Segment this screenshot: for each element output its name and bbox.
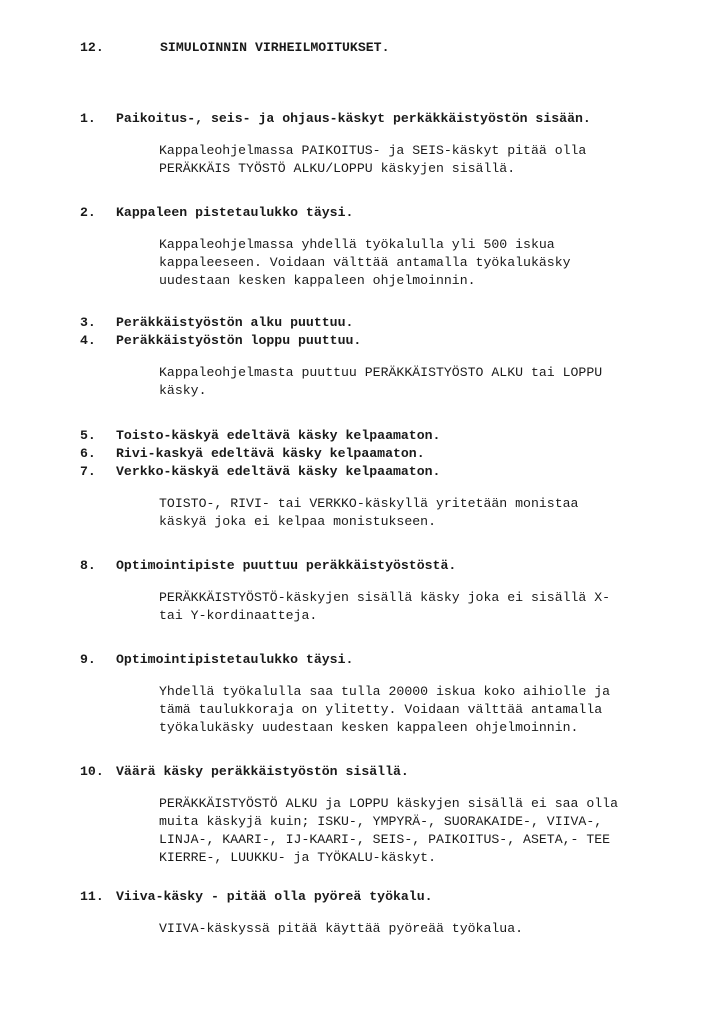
error-title: Viiva-käsky - pitää olla pyöreä työkalu. <box>116 889 433 904</box>
description-line: PERÄKKÄIS TYÖSTÖ ALKU/LOPPU käskyjen sisällä. <box>159 161 516 176</box>
description-line: tai Y-kordinaatteja. <box>159 608 318 623</box>
error-number: 6. <box>80 446 96 461</box>
description-line: kappaleeseen. Voidaan välttää antamalla työkalukäsky <box>159 255 571 270</box>
description-line: työkalukäsky uudestaan kesken kappaleen ohjelmoinnin. <box>159 720 579 735</box>
description-line: Kappaleohjelmassa yhdellä työkalulla yli 500 iskua <box>159 237 555 252</box>
error-title: Peräkkäistyöstön alku puuttuu. <box>116 315 354 330</box>
error-description <box>159 920 700 938</box>
error-description <box>159 683 700 737</box>
description-line: tämä taulukkoraja on ylitetty. Voidaan välttää antamalla <box>159 702 603 717</box>
error-description <box>159 236 700 290</box>
error-description <box>159 364 700 400</box>
error-heading <box>80 651 700 669</box>
error-entry-5-7 <box>80 427 700 531</box>
error-heading <box>80 557 700 575</box>
error-entry-2 <box>80 204 700 290</box>
chapter-number: 12. <box>80 40 104 55</box>
error-entry-11 <box>80 888 700 938</box>
error-entry-8 <box>80 557 700 625</box>
error-title: Toisto-käskyä edeltävä käsky kelpaamaton. <box>116 428 441 443</box>
error-entry-1 <box>80 110 700 178</box>
description-line: käsky. <box>159 383 207 398</box>
error-entry-10 <box>80 763 700 867</box>
error-number: 10. <box>80 764 104 779</box>
error-entry-9 <box>80 651 700 737</box>
error-number: 3. <box>80 315 96 330</box>
error-title: Paikoitus-, seis- ja ohjaus-käskyt perkäkkäistyöstön sisään. <box>116 111 591 126</box>
error-title: Väärä käsky peräkkäistyöstön sisällä. <box>116 764 409 779</box>
error-title: Kappaleen pistetaulukko täysi. <box>116 205 354 220</box>
error-number: 9. <box>80 652 96 667</box>
error-heading <box>80 332 700 350</box>
description-line: LINJA-, KAARI-, IJ-KAARI-, SEIS-, PAIKOITUS-, ASETA,- TEE <box>159 832 611 847</box>
description-line: KIERRE-, LUUKKU- ja TYÖKALU-käskyt. <box>159 850 436 865</box>
error-entry-3-4 <box>80 314 700 400</box>
error-title: Optimointipiste puuttuu peräkkäistyöstöstä. <box>116 558 457 573</box>
error-title: Optimointipistetaulukko täysi. <box>116 652 354 667</box>
description-line: Kappaleohjelmassa PAIKOITUS- ja SEIS-käskyt pitää olla <box>159 143 587 158</box>
description-line: PERÄKKÄISTYÖSTÖ-käskyjen sisällä käsky joka ei sisällä X- <box>159 590 611 605</box>
error-number: 2. <box>80 205 96 220</box>
error-number: 5. <box>80 428 96 443</box>
description-line: VIIVA-käskyssä pitää käyttää pyöreää työkalua. <box>159 921 524 936</box>
error-heading <box>80 110 700 128</box>
error-heading <box>80 314 700 332</box>
error-heading <box>80 427 700 445</box>
error-heading <box>80 888 700 906</box>
chapter-heading <box>80 40 390 55</box>
error-number: 11. <box>80 889 104 904</box>
error-heading <box>80 763 700 781</box>
description-line: TOISTO-, RIVI- tai VERKKO-käskyllä yritetään monistaa <box>159 496 579 511</box>
error-title: Rivi-kaskyä edeltävä käsky kelpaamaton. <box>116 446 425 461</box>
error-number: 1. <box>80 111 96 126</box>
description-line: Kappaleohjelmasta puuttuu PERÄKKÄISTYÖSTO ALKU tai LOPPU <box>159 365 603 380</box>
error-heading <box>80 204 700 222</box>
error-title: Peräkkäistyöstön loppu puuttuu. <box>116 333 362 348</box>
description-line: muita käskyjä kuin; ISKU-, YMPYRÄ-, SUORAKAIDE-, VIIVA-, <box>159 814 603 829</box>
error-heading <box>80 445 700 463</box>
description-line: Yhdellä työkalulla saa tulla 20000 iskua koko aihiolle ja <box>159 684 611 699</box>
chapter-title: SIMULOINNIN VIRHEILMOITUKSET. <box>160 40 390 55</box>
description-line: uudestaan kesken kappaleen ohjelmoinnin. <box>159 273 476 288</box>
error-number: 4. <box>80 333 96 348</box>
error-number: 7. <box>80 464 96 479</box>
error-description <box>159 795 700 867</box>
description-line: käskyä joka ei kelpaa monistukseen. <box>159 514 436 529</box>
description-line: PERÄKKÄISTYÖSTÖ ALKU ja LOPPU käskyjen sisällä ei saa olla <box>159 796 618 811</box>
error-description <box>159 589 700 625</box>
error-heading <box>80 463 700 481</box>
error-title: Verkko-käskyä edeltävä käsky kelpaamaton. <box>116 464 441 479</box>
error-description <box>159 142 700 178</box>
error-number: 8. <box>80 558 96 573</box>
error-description <box>159 495 700 531</box>
